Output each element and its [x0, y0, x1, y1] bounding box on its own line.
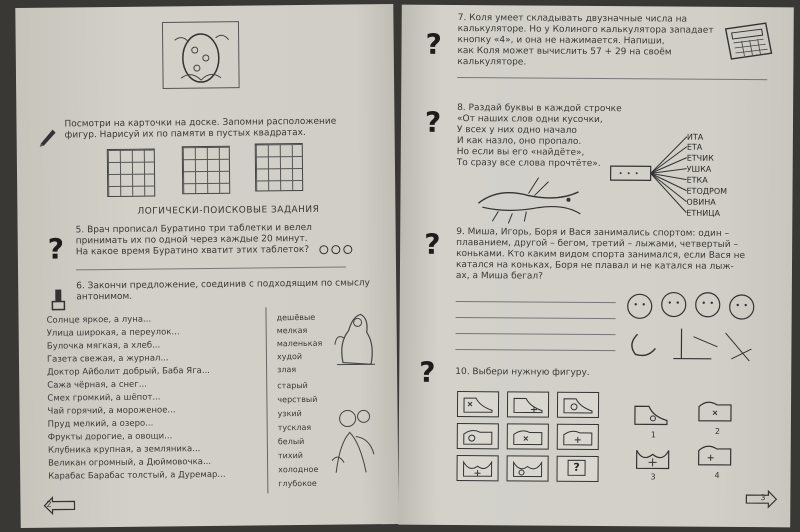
right-page: [398, 5, 794, 528]
question-mark-icon: ?: [419, 355, 436, 389]
task6-text: [76, 278, 391, 303]
task7-line4: как Коля может вычислить 57 + 29 на своём: [457, 46, 672, 58]
task9-line1: 9. Миша, Игорь, Боря и Вася занимались спортом: один –: [456, 227, 730, 239]
task10-text: 10. Выбери нужную фигуру.: [455, 367, 590, 378]
task4-line2: фигур. Нарисуй их по памяти в пустых квадратах.: [64, 127, 306, 141]
sentence-item: Солнце яркое, а луна...: [46, 314, 152, 326]
word-part: УШКА: [686, 164, 712, 174]
task8-line5: Но если вы его «найдёте»,: [456, 147, 585, 158]
word-part: ЕТЧИК: [686, 153, 714, 163]
word-part: ЕТКА: [686, 175, 708, 185]
crayfish-illustration: [468, 173, 588, 226]
pencil-icon: [37, 126, 59, 148]
page-number-left: 2: [46, 499, 52, 509]
sentence-item: Булочка мягкая, а хлеб...: [46, 340, 161, 352]
sentence-item: Доктор Айболит добрый, Баба Яга...: [47, 365, 211, 378]
children-faces-illustration: [621, 288, 772, 373]
letter-fan-diagram: [608, 130, 689, 221]
antonym-item[interactable]: злая: [277, 365, 297, 375]
antonym-item[interactable]: дешёвые: [276, 312, 316, 323]
antonym-item[interactable]: глубокое: [278, 478, 317, 489]
task7-line2: калькуляторе. Но у Колиного калькулятора западает: [457, 24, 714, 36]
task7-line5: калькуляторе.: [457, 57, 527, 68]
missing-figure-tile[interactable]: [556, 456, 598, 482]
answer-line-task9[interactable]: [455, 349, 615, 351]
section-heading: ЛОГИЧЕСКИ-ПОИСКОВЫЕ ЗАДАНИЯ: [137, 204, 320, 217]
task8-line2: «От наших слов одни кусочки,: [456, 114, 603, 126]
task6-line2: антонимом.: [76, 291, 133, 303]
task6-line1: 6. Закончи предложение, соединив с подходящим по смыслу: [76, 278, 371, 292]
book-spread: [8, 6, 794, 528]
antonym-item[interactable]: узкий: [277, 409, 302, 419]
puzzle-tile: [456, 455, 498, 481]
baba-yaga-illustration: [330, 302, 381, 371]
answer-line-task5[interactable]: [76, 267, 346, 271]
task9-line3: коньками. Кто каким видом спорта занимался, если Вася не: [456, 249, 746, 262]
task5-line3: На какое время Буратино хватит этих таблеток?: [75, 244, 310, 258]
sentence-item: Чай горячий, а мороженое...: [47, 405, 176, 417]
option-3-figure[interactable]: [633, 442, 673, 472]
sentence-item: Пруд мелкий, а озеро...: [47, 418, 154, 430]
task4-text: [64, 116, 384, 141]
answer-line-task7[interactable]: [457, 77, 767, 80]
sentence-item: Газета свежая, а журнал...: [46, 353, 169, 365]
option-4-label: 4: [714, 470, 720, 480]
sentence-item: Сажа чёрная, а снег...: [47, 379, 147, 391]
page-number-right: 3: [760, 493, 766, 503]
sentence-item: Клубника крупная, а земляника...: [47, 444, 201, 456]
antonym-item[interactable]: маленькая: [276, 338, 323, 349]
task8-line3: У всех у них одно начало: [456, 125, 577, 136]
task7-line1: 7. Коля умеет складывать двузначные числа на: [457, 13, 688, 25]
task4-line1: Посмотри на карточки на доске. Запомни расположение: [64, 116, 337, 130]
antonym-item[interactable]: холодное: [278, 464, 319, 475]
antonym-item[interactable]: тихий: [277, 451, 304, 461]
puzzle-tile: [507, 391, 549, 417]
task9-text: [456, 227, 788, 284]
antonym-item[interactable]: тусклая: [277, 422, 312, 433]
task9-line5: ах, а Миша бегал?: [455, 271, 543, 282]
task7-line3: кнопку «4», и она не нажимается. Напиши,: [457, 35, 665, 47]
task7-text: [457, 13, 717, 70]
task9-line4: катался на коньках, Боря не плавал и не катался на лыж-: [455, 260, 734, 272]
word-part: ОВИНА: [686, 197, 716, 207]
answer-line-task9[interactable]: [456, 333, 616, 335]
sentence-item: Улица широкая, а переулок...: [46, 327, 180, 339]
task5-line2: принимать их по одной через каждые 20 минут.: [75, 233, 308, 247]
sentence-item: Фрукты дорогие, а овощи...: [47, 431, 173, 443]
puzzle-tile: [457, 391, 499, 417]
antonym-item[interactable]: старый: [277, 380, 308, 391]
option-2-figure[interactable]: [695, 395, 735, 425]
task8-line4: И как назло, оно пропало.: [456, 136, 582, 147]
antonym-item[interactable]: белый: [277, 436, 305, 447]
calculator-icon: [719, 21, 775, 61]
drawing-grid-1[interactable]: [107, 149, 156, 198]
pills-icon: [318, 242, 358, 256]
left-page: [15, 4, 398, 528]
puzzle-tile: [507, 423, 549, 449]
antonym-item[interactable]: мелкая: [276, 325, 308, 336]
question-mark-icon: ?: [424, 227, 441, 261]
option-1-label: 1: [650, 430, 656, 440]
task5-line1: 5. Врач прописал Буратино три таблетки и велел: [75, 222, 312, 236]
fairy-tale-illustration: [325, 402, 382, 477]
pen-holder-icon: [50, 287, 66, 311]
task8-line1: 8. Раздай буквы в каждой строчке: [457, 103, 622, 115]
sentence-item: Карабас Барабас толстый, а Дуремар...: [48, 469, 226, 482]
word-part: ЕТНИЦА: [686, 208, 721, 218]
puzzle-tile: [557, 392, 599, 418]
antonym-item[interactable]: худой: [276, 352, 303, 362]
sentence-item: Смех громкий, а шёпот...: [47, 392, 161, 404]
option-3-label: 3: [650, 472, 656, 482]
puzzle-tile: [557, 424, 599, 450]
egg-illustration: [160, 20, 241, 91]
question-mark-icon: ?: [424, 105, 442, 139]
answer-line-task9[interactable]: [456, 317, 616, 319]
drawing-grid-2[interactable]: [182, 146, 231, 195]
task9-line2: плаванием, другой – бегом, третий – лыжами, четвертый –: [456, 238, 739, 250]
drawing-grid-3[interactable]: [255, 143, 304, 192]
word-part: ЕТА: [686, 142, 703, 152]
answer-line-task9[interactable]: [456, 301, 616, 303]
option-1-figure[interactable]: [631, 398, 671, 428]
word-part: ЕТОДРОМ: [686, 186, 728, 196]
puzzle-tile: [506, 455, 548, 481]
puzzle-tile: [457, 423, 499, 449]
option-2-label: 2: [714, 426, 720, 436]
word-part: ИТА: [686, 132, 704, 142]
sentence-item: Великан огромный, а Дюймовочка...: [48, 456, 212, 469]
question-mark-icon: ?: [425, 27, 442, 61]
option-4-figure[interactable]: [695, 439, 735, 469]
antonym-item[interactable]: черствый: [277, 394, 318, 405]
question-mark-icon: ?: [47, 232, 65, 266]
column-divider: [265, 307, 268, 493]
question-box: ?: [568, 460, 586, 476]
task8-line6: То сразу все слова прочтёте».: [456, 158, 601, 170]
